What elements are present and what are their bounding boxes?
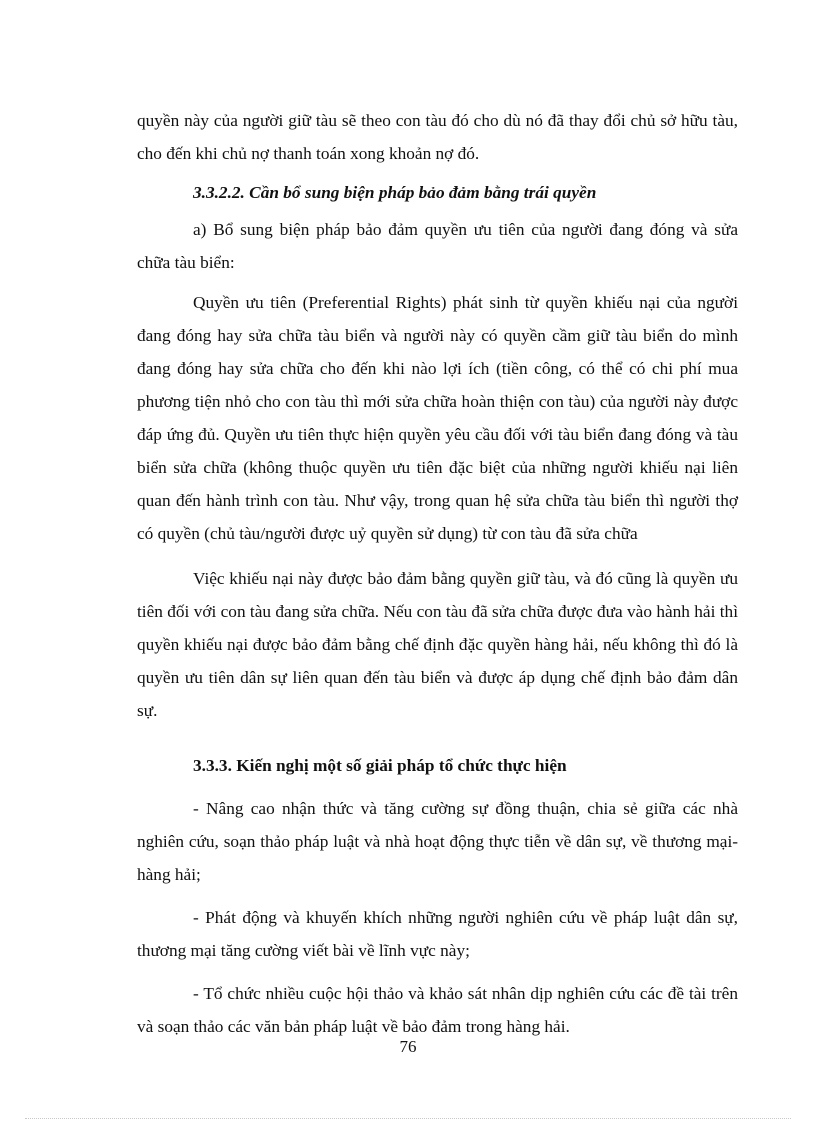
bullet-paragraph-2: - Phát động và khuyến khích những người nghiên cứu về pháp luật dân sự, thương mại tăng cường viết bài về lĩnh vực này; xyxy=(137,908,738,960)
continued-paragraph: quyền này của người giữ tàu sẽ theo con tàu đó cho dù nó đã thay đổi chủ sở hữu tàu, cho đến khi chủ nợ thanh toán xong khoản nợ đó. xyxy=(137,111,738,163)
bullet-paragraph-1: - Nâng cao nhận thức và tăng cường sự đồng thuận, chia sẻ giữa các nhà nghiên cứu, soạn thảo pháp luật và nhà hoạt động thực tiễn về dân sự, về thương mại-hàng hải; xyxy=(137,799,738,884)
page-number: 76 xyxy=(399,1037,417,1056)
section-heading-3-3-2-2: 3.3.2.2. Cần bổ sung biện pháp bảo đảm bằng trái quyền xyxy=(193,183,597,202)
item-a-paragraph: a) Bổ sung biện pháp bảo đảm quyền ưu tiên của người đang đóng và sửa chữa tàu biển: xyxy=(137,220,738,272)
preferential-rights-paragraph: Quyền ưu tiên (Preferential Rights) phát sinh từ quyền khiếu nại của người đang đóng hay sửa chữa tàu biển và người này có quyền cầm giữ tàu biển do mình đang đóng hay sửa chữa cho đến khi nào lợi ích (tiền công, có thể có chi phí mua phương tiện nhỏ cho con tàu thì mới sửa chữa hoàn thiện con tàu) của người này được đáp ứng đủ. Quyền ưu tiên thực hiện quyền yêu cầu đối với tàu biển đang đóng và tàu biển sửa chữa (không thuộc quyền ưu tiên đặc biệt của những người khiếu nại liên quan đến hành trình con tàu. Như vậy, trong quan hệ sửa chữa tàu biển thì người thợ có quyền (chủ tàu/người được uỷ quyền sử dụng) từ con tàu đã sửa chữa xyxy=(137,293,738,543)
page-bottom-divider xyxy=(25,1118,791,1119)
claim-paragraph: Việc khiếu nại này được bảo đảm bằng quyền giữ tàu, và đó cũng là quyền ưu tiên đối với con tàu đang sửa chữa. Nếu con tàu đã sửa chữa được đưa vào hành hải thì quyền khiếu nại được bảo đảm bằng chế định đặc quyền hàng hải, nếu không thì đó là quyền ưu tiên dân sự liên quan đến tàu biển và được áp dụng chế định bảo đảm dân sự. xyxy=(137,569,738,720)
bullet-paragraph-3: - Tổ chức nhiều cuộc hội thảo và khảo sát nhân dịp nghiên cứu các đề tài trên và soạn thảo các văn bản pháp luật về bảo đảm trong hàng hải. xyxy=(137,984,738,1036)
page-body xyxy=(137,104,738,1053)
section-heading-3-3-3: 3.3.3. Kiến nghị một số giải pháp tổ chức thực hiện xyxy=(193,756,567,775)
